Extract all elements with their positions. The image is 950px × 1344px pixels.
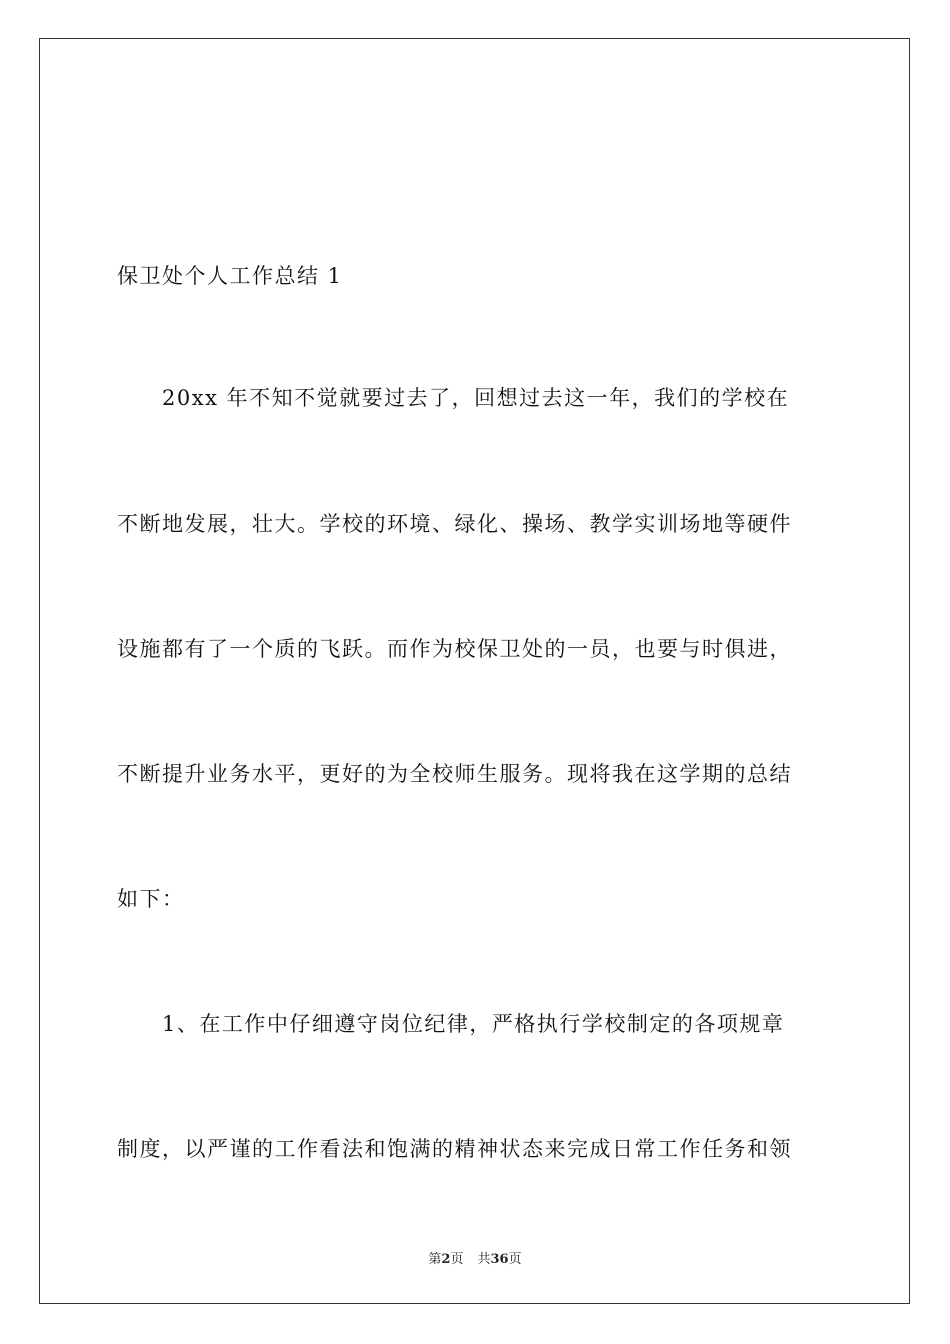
page-footer	[0, 1248, 950, 1267]
page-suffix: 页	[450, 1252, 464, 1267]
total-prefix: 共	[477, 1252, 491, 1267]
paragraph-line: 制度，以严谨的工作看法和饱满的精神状态来完成日常工作任务和领	[117, 1137, 792, 1161]
paragraph-line: 不断地发展，壮大。学校的环境、绿化、操场、教学实训场地等硬件	[117, 512, 792, 536]
document-title: 保卫处个人工作总结 1	[117, 264, 343, 288]
paragraph-line: 不断提升业务水平，更好的为全校师生服务。现将我在这学期的总结	[117, 762, 792, 786]
paragraph-line: 20xx 年不知不觉就要过去了，回想过去这一年，我们的学校在	[162, 386, 790, 410]
page-border	[39, 38, 910, 1304]
paragraph-line: 设施都有了一个质的飞跃。而作为校保卫处的一员，也要与时俱进，	[117, 637, 792, 661]
total-suffix: 页	[508, 1252, 522, 1267]
page-number: 2	[441, 1252, 451, 1267]
paragraph-line: 1、在工作中仔细遵守岗位纪律，严格执行学校制定的各项规章	[162, 1012, 785, 1036]
paragraph-line: 如下：	[117, 887, 185, 911]
page-prefix: 第	[428, 1252, 442, 1267]
total-pages: 36	[490, 1252, 509, 1267]
